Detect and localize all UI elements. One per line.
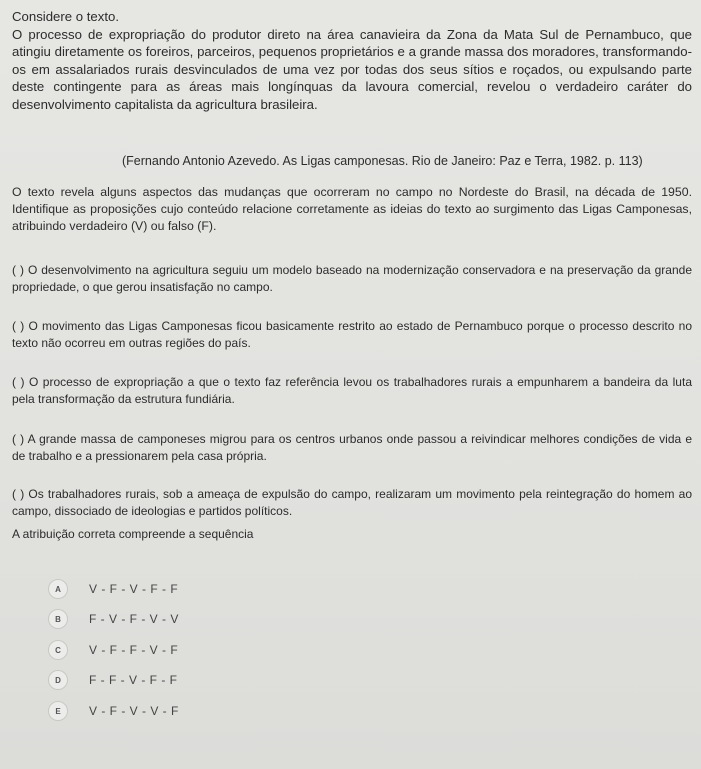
option-e-letter: E <box>48 701 68 721</box>
option-e-text: V - F - V - V - F <box>89 704 179 718</box>
intro-block <box>12 8 692 114</box>
option-e[interactable] <box>48 700 348 722</box>
question-text: O texto revela alguns aspectos das mudanças que ocorreram no campo no Nordeste do Brasil, na década de 1950. Identifique as proposições cujo conteúdo relacione corretamente as ideias do texto ao surgimento das Ligas Camponesas, atribuindo verdadeiro (V) ou falso (F). <box>12 185 692 234</box>
option-c[interactable] <box>48 639 348 661</box>
statement-1: ( ) O desenvolvimento na agricultura seguiu um modelo baseado na modernização conservadora e na preservação da grande propriedade, o que gerou insatisfação no campo. <box>12 263 692 294</box>
option-d-text: F - F - V - F - F <box>89 673 178 687</box>
option-c-text: V - F - F - V - F <box>89 643 179 657</box>
statement-5: ( ) Os trabalhadores rurais, sob a ameaça de expulsão do campo, realizaram um movimento pela reintegração do homem ao campo, dissociado de ideologias e partidos políticos. <box>12 487 692 518</box>
option-d-letter: D <box>48 670 68 690</box>
option-c-letter: C <box>48 640 68 660</box>
citation: (Fernando Antonio Azevedo. As Ligas camponesas. Rio de Janeiro: Paz e Terra, 1982. p. 113) <box>122 154 643 168</box>
intro-heading: Considere o texto. <box>12 9 120 24</box>
intro-paragraph: O processo de expropriação do produtor direto na área canavieira da Zona da Mata Sul de Pernambuco, que atingiu diretamente os foreiros, parceiros, pequenos proprietários e a grande massa dos moradores, transformando-os em assalariados rurais desvinculados de uma vez por todas dos seus sítios e roçados, ou expulsando parte deste contingente para as áreas mais longínquas da lavoura comercial, revelou o verdadeiro caráter do desenvolvimento capitalista da agricultura brasileira. <box>12 26 692 112</box>
option-b-text: F - V - F - V - V <box>89 612 179 626</box>
option-d[interactable] <box>48 669 348 691</box>
option-b-letter: B <box>48 609 68 629</box>
statement-4: ( ) A grande massa de camponeses migrou para os centros urbanos onde passou a reivindicar melhores condições de vida e de trabalho e a pressionarem pela casa própria. <box>12 432 692 463</box>
instruction-text: A atribuição correta compreende a sequência <box>12 527 254 541</box>
option-a-letter: A <box>48 579 68 599</box>
option-a[interactable] <box>48 578 348 600</box>
statement-3: ( ) O processo de expropriação a que o texto faz referência levou os trabalhadores rurais a empunharem a bandeira da luta pela transformação da estrutura fundiária. <box>12 375 692 406</box>
statement-2: ( ) O movimento das Ligas Camponesas ficou basicamente restrito ao estado de Pernambuco porque o processo descrito no texto não ocorreu em outras regiões do país. <box>12 319 692 350</box>
option-a-text: V - F - V - F - F <box>89 582 179 596</box>
option-b[interactable] <box>48 608 348 630</box>
